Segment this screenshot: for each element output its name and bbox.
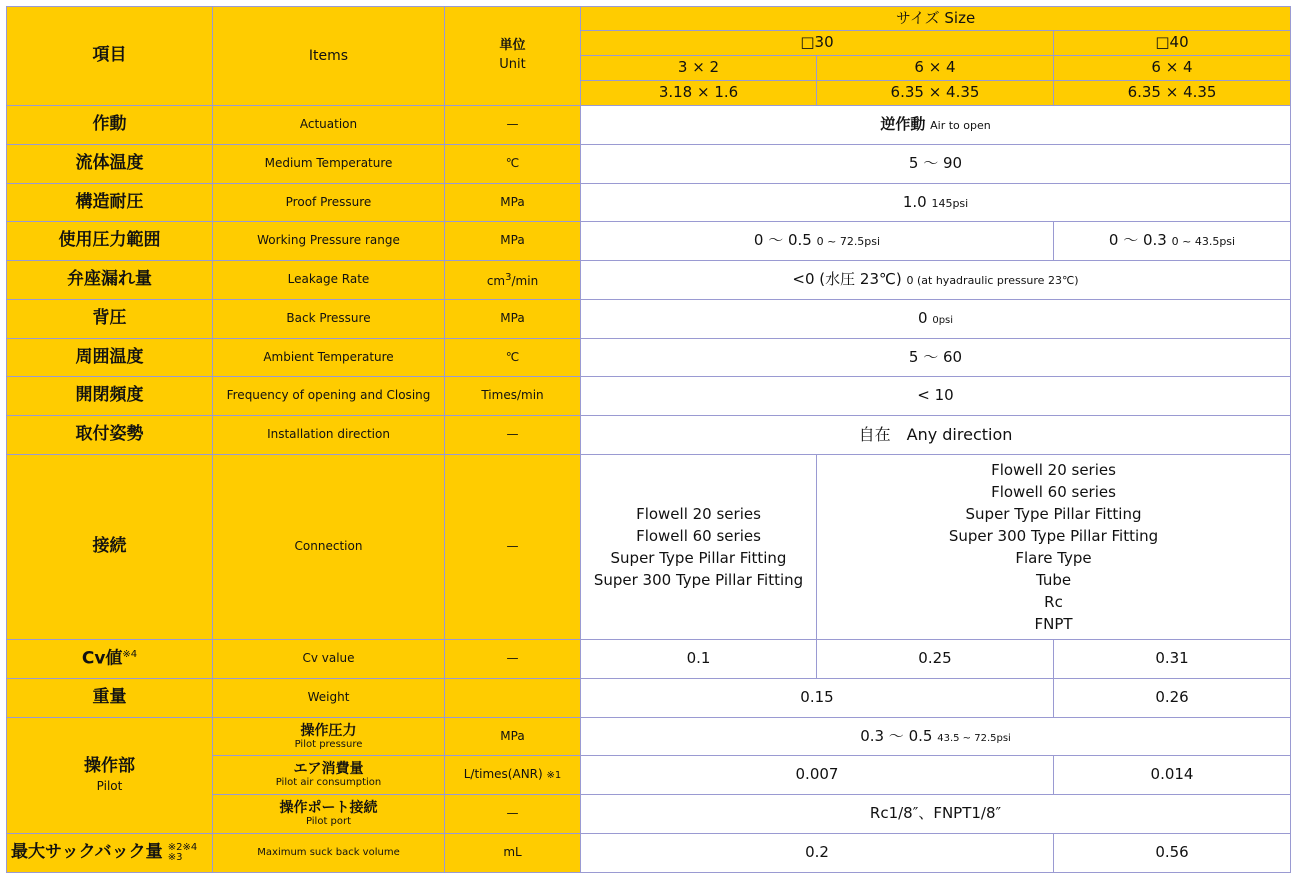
header-size-30: □30: [581, 31, 1054, 56]
value: [581, 261, 1291, 300]
value-30: 0.007: [581, 756, 1054, 795]
label: [213, 718, 445, 756]
label-jp: [7, 834, 213, 873]
value-40: 0.56: [1054, 834, 1291, 873]
label-en: Pilot air consumption: [275, 777, 382, 789]
label-en: Working Pressure range: [213, 222, 445, 261]
value-30: 0.15: [581, 679, 1054, 718]
unit: [445, 261, 581, 300]
label-en: Frequency of opening and Closing: [213, 377, 445, 416]
connection-item: Rc: [1044, 593, 1063, 611]
unit: ℃: [445, 145, 581, 184]
unit: [445, 756, 581, 795]
header-size-40: □40: [1054, 31, 1291, 56]
label-jp: 流体温度: [7, 145, 213, 184]
row-leakage-rate: [7, 261, 1291, 300]
label-en: Maximum suck back volume: [213, 834, 445, 873]
value-psi: 43.5 ~ 72.5psi: [937, 732, 1011, 744]
row-working-pressure: [7, 222, 1291, 261]
row-proof-pressure: [7, 184, 1291, 222]
label-jp: 接続: [7, 455, 213, 640]
value: Rc1/8″、FNPT1/8″: [581, 795, 1291, 834]
value-1: 0.1: [581, 640, 817, 679]
label-en: Actuation: [213, 106, 445, 145]
unit: —: [445, 795, 581, 834]
footnote-marks: [168, 843, 197, 863]
unit-base: cm: [486, 273, 506, 288]
unit: MPa: [445, 184, 581, 222]
label-jp: [7, 640, 213, 679]
value-3x2: [581, 455, 817, 640]
label-jp-text: Cv値: [81, 648, 123, 669]
unit-text: L/times(ANR): [463, 767, 543, 782]
label-en: Cv value: [213, 640, 445, 679]
row-actuation: [7, 106, 1291, 145]
value-main: <0 (水圧 23℃): [792, 270, 902, 289]
header-tube-inch-1: 3.18 × 1.6: [581, 81, 817, 106]
value-main: 0: [918, 309, 928, 328]
header-unit-en: Unit: [499, 57, 526, 72]
connection-item: Flare Type: [1015, 549, 1092, 567]
value-6x4: [817, 455, 1291, 640]
row-ambient-temperature: [7, 339, 1291, 377]
value: [581, 106, 1291, 145]
label-jp: 開閉頻度: [7, 377, 213, 416]
unit: Times/min: [445, 377, 581, 416]
unit: MPa: [445, 300, 581, 339]
unit: [445, 679, 581, 718]
row-connection: [7, 455, 1291, 640]
connection-item: Flowell 60 series: [991, 483, 1116, 501]
header-tube-mm-1: 3 × 2: [581, 56, 817, 81]
row-pilot-pressure: [7, 718, 1291, 756]
unit: —: [445, 416, 581, 455]
label-jp: 操作ポート接続: [279, 800, 378, 817]
value-psi: 0 ~ 72.5psi: [816, 235, 881, 249]
value: [581, 184, 1291, 222]
row-back-pressure: [7, 300, 1291, 339]
value: [581, 718, 1291, 756]
value-30: 0.2: [581, 834, 1054, 873]
label-en: Connection: [213, 455, 445, 640]
value-jp: 逆作動: [880, 115, 926, 134]
unit-tail: /min: [511, 273, 539, 288]
header-size: サイズ Size: [581, 7, 1291, 31]
value-main: 0 ～ 0.5: [753, 231, 812, 250]
label: [213, 756, 445, 795]
unit: ℃: [445, 339, 581, 377]
value-30: [581, 222, 1054, 261]
unit: —: [445, 106, 581, 145]
label: [213, 795, 445, 834]
label-jp: 使用圧力範囲: [7, 222, 213, 261]
connection-item: FNPT: [1034, 615, 1073, 633]
connection-item: Flowell 20 series: [636, 505, 761, 523]
row-medium-temperature: [7, 145, 1291, 184]
value-psi: 0 ~ 43.5psi: [1171, 235, 1236, 249]
connection-item: Super Type Pillar Fitting: [610, 549, 787, 567]
label-en: Installation direction: [213, 416, 445, 455]
row-weight: [7, 679, 1291, 718]
label-jp: 重量: [7, 679, 213, 718]
row-frequency: [7, 377, 1291, 416]
value-40: 0.26: [1054, 679, 1291, 718]
header-unit-jp: 単位: [499, 38, 526, 54]
label-jp: 取付姿勢: [7, 416, 213, 455]
label-en: Ambient Temperature: [213, 339, 445, 377]
connection-item: Tube: [1035, 571, 1072, 589]
value: 5 ～ 60: [581, 339, 1291, 377]
connection-item: Flowell 20 series: [991, 461, 1116, 479]
label-en: Leakage Rate: [213, 261, 445, 300]
connection-item: Super 300 Type Pillar Fitting: [948, 527, 1159, 545]
header-item-en: Items: [213, 7, 445, 106]
connection-item: Flowell 60 series: [636, 527, 761, 545]
value-psi: 0psi: [932, 315, 954, 327]
label-en: Pilot port: [305, 816, 352, 828]
label-jp: 操作部: [84, 755, 135, 776]
unit: —: [445, 640, 581, 679]
label-en: Proof Pressure: [213, 184, 445, 222]
value: 自在 Any direction: [581, 416, 1291, 455]
header-unit: [445, 7, 581, 106]
label-jp: 周囲温度: [7, 339, 213, 377]
unit: MPa: [445, 718, 581, 756]
label-en: Weight: [213, 679, 445, 718]
label-en: Medium Temperature: [213, 145, 445, 184]
unit: mL: [445, 834, 581, 873]
footnote-mark: ※1: [546, 770, 562, 782]
label-jp-text: 最大サックバック量: [11, 842, 163, 862]
unit: —: [445, 455, 581, 640]
value-3: 0.31: [1054, 640, 1291, 679]
value: < 10: [581, 377, 1291, 416]
footnote-top: ※2※4: [167, 842, 198, 853]
value-main: 0.3 ～ 0.5: [860, 726, 933, 745]
value: [581, 300, 1291, 339]
footnote-bottom: ※3: [167, 852, 183, 863]
value: 5 ～ 90: [581, 145, 1291, 184]
header-tube-mm-2: 6 × 4: [817, 56, 1054, 81]
header-item-jp: 項目: [7, 7, 213, 106]
row-cv-value: [7, 640, 1291, 679]
label-jp: エア消費量: [293, 761, 364, 778]
label-jp: 弁座漏れ量: [7, 261, 213, 300]
label-jp: 作動: [7, 106, 213, 145]
label-jp: 構造耐圧: [7, 184, 213, 222]
pilot-group-label: [7, 718, 213, 834]
value-2: 0.25: [817, 640, 1054, 679]
label-jp: 操作圧力: [300, 722, 357, 739]
value-main: 1.0: [902, 192, 927, 211]
row-suck-back-volume: [7, 834, 1291, 873]
label-en: Pilot: [96, 779, 123, 794]
connection-item: Super Type Pillar Fitting: [965, 505, 1142, 523]
value-main: 0 ～ 0.3: [1108, 231, 1167, 250]
connection-item: Super 300 Type Pillar Fitting: [593, 571, 804, 589]
header-tube-inch-3: 6.35 × 4.35: [1054, 81, 1291, 106]
label-jp: 背圧: [7, 300, 213, 339]
label-en: Pilot pressure: [294, 738, 363, 750]
value-40: [1054, 222, 1291, 261]
value-40: 0.014: [1054, 756, 1291, 795]
unit-sup: 3: [505, 271, 512, 283]
value-en: 0 (at hyadraulic pressure 23℃): [906, 274, 1079, 288]
label-en: Back Pressure: [213, 300, 445, 339]
header-tube-inch-2: 6.35 × 4.35: [817, 81, 1054, 106]
value-psi: 145psi: [931, 196, 969, 210]
value-en: Air to open: [930, 119, 991, 133]
footnote-mark: ※4: [122, 648, 138, 660]
spec-table: [6, 6, 1291, 873]
header-tube-mm-3: 6 × 4: [1054, 56, 1291, 81]
row-installation-direction: [7, 416, 1291, 455]
unit: MPa: [445, 222, 581, 261]
